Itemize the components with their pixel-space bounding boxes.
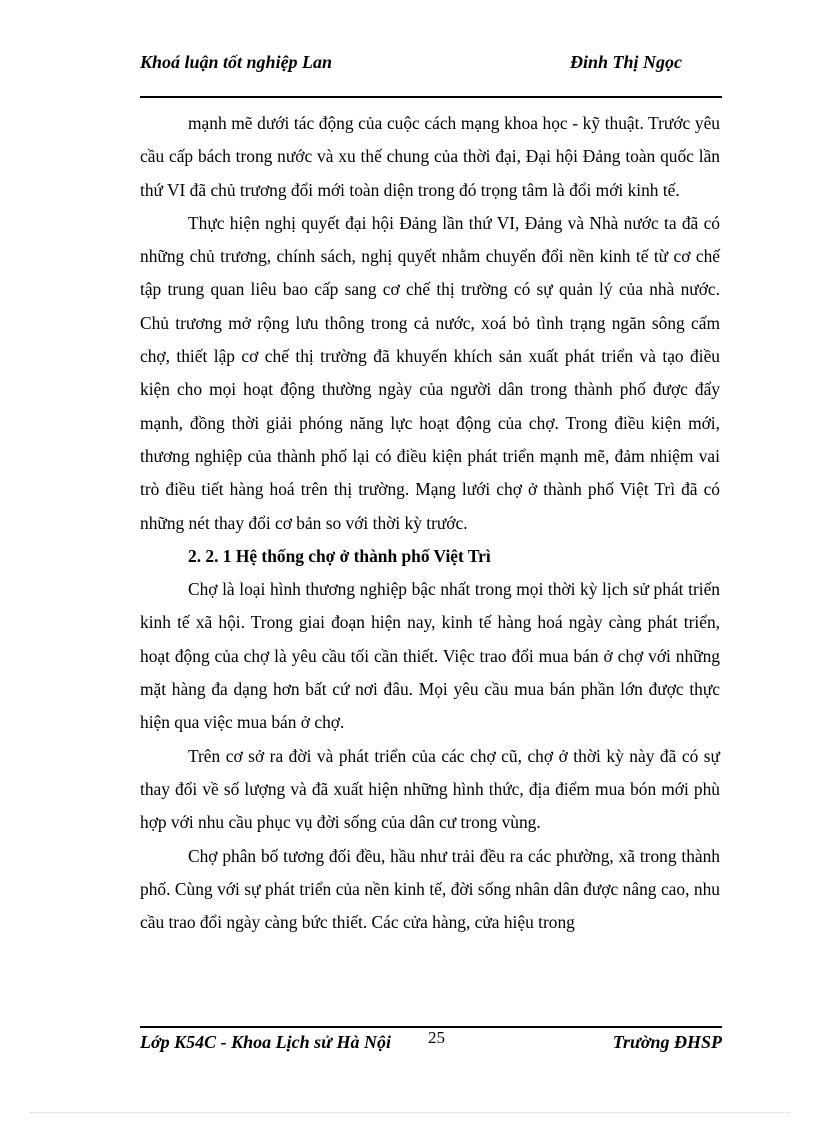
page-footer: [140, 1030, 720, 1078]
body-paragraph-2: Thực hiện nghị quyết đại hội Đảng lần thứ VI, Đảng và Nhà nước ta đã có những chủ trương, chính sách, nghị quyết nhằm chuyển đổi nền kinh tế từ cơ chế tập trung quan liêu bao cấp sang cơ chế thị trường có sự quản lý của nhà nước. Chủ trương mở rộng lưu thông trong cả nước, xoá bỏ tình trạng ngăn sông cấm chợ, thiết lập cơ chế thị trường đã khuyến khích sản xuất phát triển và tạo điều kiện cho mọi hoạt động thường ngày của người dân trong thành phố được đẩy mạnh, đồng thời giải phóng năng lực hoạt động của chợ. Trong điều kiện mới, thương nghiệp của thành phố lại có điều kiện phát triển mạnh mẽ, đảm nhiệm vai trò điều tiết hàng hoá trên thị trường. Mạng lưới chợ ở thành phố Việt Trì đã có những nét thay đổi cơ bản so với thời kỳ trước.: [140, 212, 720, 533]
header-thesis-title: Khoá luận tốt nghiệp Lan: [140, 52, 333, 72]
footer-university: Trường ĐHSP: [612, 1032, 722, 1052]
header-divider: [140, 96, 722, 98]
body-paragraph-3: Chợ là loại hình thương nghiệp bậc nhất trong mọi thời kỳ lịch sử phát triển kinh tế xã hội. Trong giai đoạn hiện nay, kinh tế hàng hoá ngày càng phát triển, hoạt động của chợ là yêu cầu tối cần thiết. Việc trao đổi mua bán ở chợ với những mặt hàng đa dạng hơn bất cứ nơi đâu. Mọi yêu cầu mua bán phần lớn được thực hiện qua việc mua bán ở chợ.: [140, 579, 720, 733]
body-paragraph-5: Chợ phân bố tương đối đều, hầu như trải đều ra các phường, xã trong thành phố. Cùng với sự phát triển của nền kinh tế, đời sống nhân dân được nâng cao, nhu cầu trao đổi ngày càng bức thiết. Các cửa hàng, cửa hiệu trong: [140, 845, 720, 933]
document-body: [140, 107, 720, 939]
section-heading: 2. 2. 1 Hệ thống chợ ở thành phố Việt Trì: [188, 545, 491, 566]
footer-class-info: Lớp K54C - Khoa Lịch sử Hà Nội: [140, 1032, 391, 1052]
page-bottom-border: [30, 1112, 790, 1113]
page-header: [140, 50, 720, 96]
body-paragraph-4: Trên cơ sở ra đời và phát triển của các chợ cũ, chợ ở thời kỳ này đã có sự thay đổi về số lượng và đã xuất hiện những hình thức, địa điểm mua bón mới phù hợp với nhu cầu phục vụ đời sống của dân cư trong vùng.: [140, 745, 720, 833]
header-author-name: Đinh Thị Ngọc: [570, 52, 683, 72]
page-number: 25: [428, 1028, 445, 1047]
body-paragraph-1: mạnh mẽ dưới tác động của cuộc cách mạng khoa học - kỹ thuật. Trước yêu cầu cấp bách trong nước và xu thế chung của thời đại, Đại hội Đảng toàn quốc lần thứ VI đã chủ trương đổi mới toàn diện trong đó trọng tâm là đổi mới kinh tế.: [140, 113, 720, 200]
